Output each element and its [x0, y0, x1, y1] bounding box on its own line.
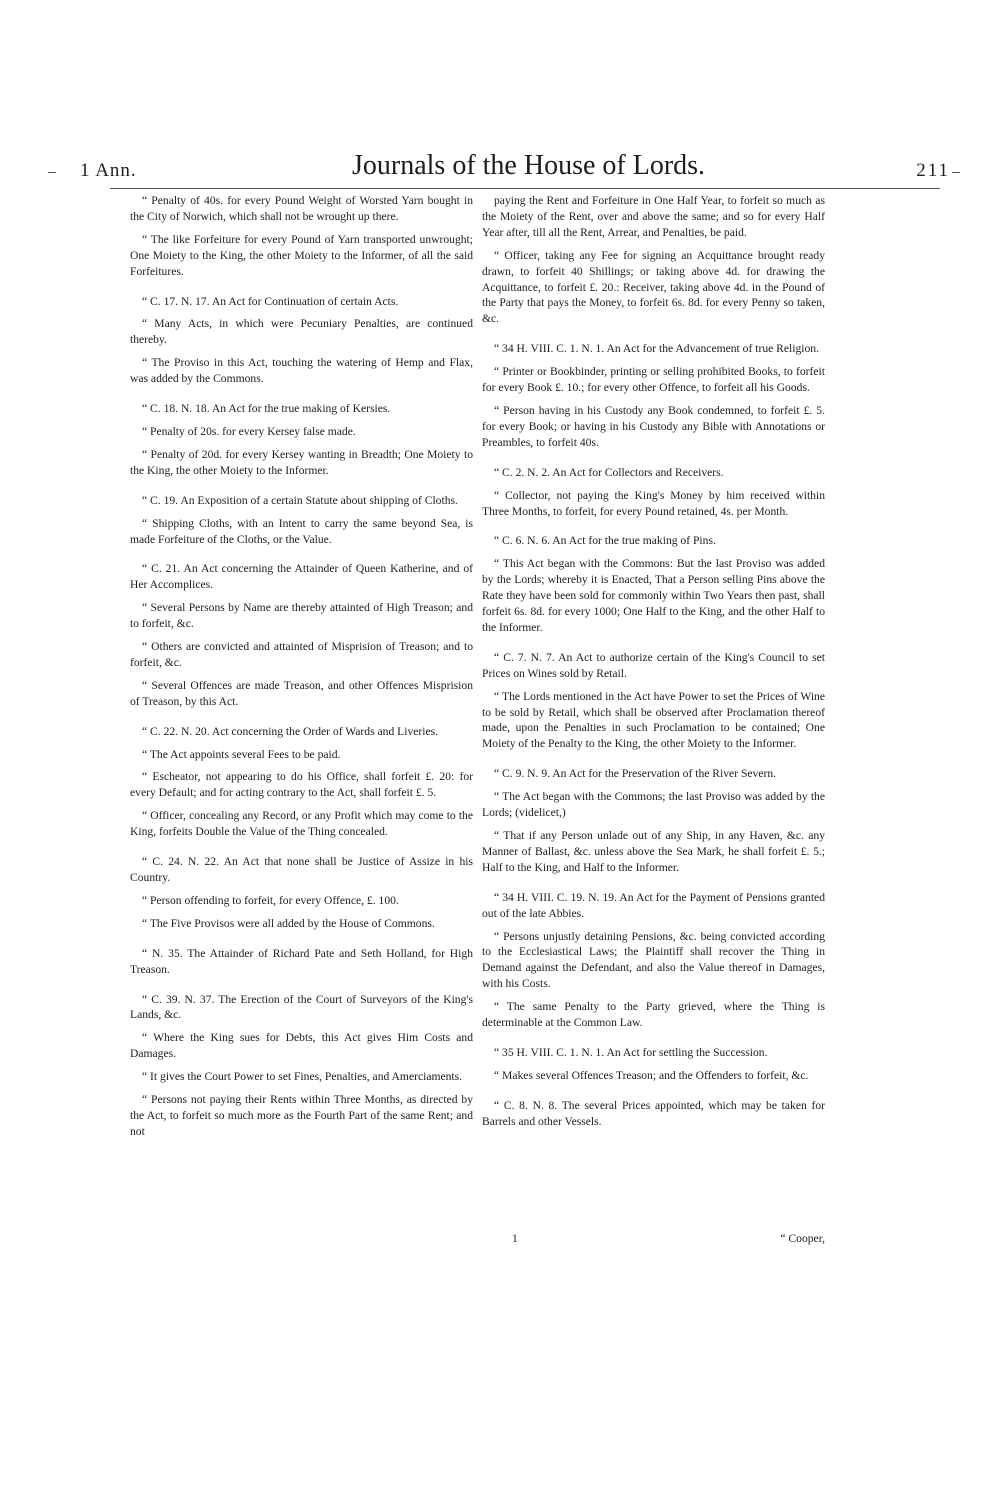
paragraph: “ Collector, not paying the King's Money by him received within Three Months, to forfeit, for every Pound retained, 4s. per Month.: [482, 488, 825, 518]
paragraph: “ That if any Person unlade out of any Ship, in any Haven, &c. any Manner of Ballast, &c. unless above the Sea Mark, he shall forfeit £. 5.; Half to the King, and Half to the Informer.: [482, 829, 825, 874]
paragraph: “ 34 H. VIII. C. 1. N. 1. An Act for the Advancement of true Religion.: [494, 342, 819, 356]
paragraph: “ C. 7. N. 7. An Act to authorize certain of the King's Council to set Prices on Wines sold by Retail.: [482, 650, 825, 680]
paragraph: “ N. 35. The Attainder of Richard Pate and Seth Holland, for High Treason.: [130, 946, 473, 976]
regnal-year: 1 Ann.: [80, 160, 137, 181]
paragraph: “ The Proviso in this Act, touching the watering of Hemp and Flax, was added by the Commons.: [130, 356, 473, 386]
paragraph: “ C. 2. N. 2. An Act for Collectors and Receivers.: [494, 465, 724, 479]
paragraph: “ Many Acts, in which were Pecuniary Penalties, are continued thereby.: [130, 317, 473, 347]
paragraph: “ Persons not paying their Rents within Three Months, as directed by the Act, to forfeit so much more as the Fourth Part of the same Rent; and not: [130, 1093, 473, 1138]
paragraph: “ Person having in his Custody any Book condemned, to forfeit £. 5. for every Book; or having in his Custody any Bible with Annotations or Preambles, to forfeit 40s.: [482, 403, 825, 449]
right-column: [482, 193, 825, 1137]
paragraph: “ C. 19. An Exposition of a certain Statute about shipping of Cloths.: [142, 493, 458, 507]
paragraph: “ It gives the Court Power to set Fines, Penalties, and Amerciaments.: [142, 1070, 463, 1084]
paragraph: “ Persons unjustly detaining Pensions, &c. being convicted according to the Ecclesiastical Laws; the Plaintiff shall recover the Thing in Demand against the Defendant, and also the Value thereof in Damages, with his Costs.: [482, 929, 825, 991]
left-column: [130, 193, 473, 1147]
paragraph: “ Officer, taking any Fee for signing an Acquittance brought ready drawn, to forfeit 40 Shillings; or taking above 4d. for drawing the Acquittance, to forfeit £. 20.: Receiver, taking above 4d. in the Pound of the Party that pays the Money, to forfeit 6s. 8d. for every Penny so taken, &c.: [482, 248, 825, 326]
paragraph: “ C. 18. N. 18. An Act for the true making of Kersies.: [142, 402, 391, 416]
margin-mark: [952, 172, 960, 173]
catchword: “ Cooper,: [780, 1232, 825, 1245]
signature-mark: 1: [512, 1232, 518, 1245]
page-title: Journals of the House of Lords.: [352, 150, 706, 181]
paragraph: “ Officer, concealing any Record, or any Profit which may come to the King, forfeits Double the Value of the Thing concealed.: [130, 809, 473, 839]
paragraph: paying the Rent and Forfeiture in One Half Year, to forfeit so much as the Moiety of the Rent, over and above the same; and so for every Half Year after, till all the Rent, Arrear, and Penalties, be paid.: [482, 194, 825, 239]
running-header: [40, 150, 950, 190]
paragraph: “ Printer or Bookbinder, printing or selling prohibited Books, to forfeit for every Book £. 10.; for every other Offence, to forfeit all his Goods.: [482, 365, 825, 395]
paragraph: “ Penalty of 40s. for every Pound Weight of Worsted Yarn bought in the City of Norwich, which shall not be wrought up there.: [130, 194, 473, 223]
paragraph: “ C. 22. N. 20. Act concerning the Order of Wards and Liveries.: [142, 724, 439, 738]
page-number: 211: [916, 160, 950, 181]
paragraph: “ C. 9. N. 9. An Act for the Preservation of the River Severn.: [494, 767, 777, 781]
paragraph: “ 34 H. VIII. C. 19. N. 19. An Act for the Payment of Pensions granted out of the late Abbies.: [482, 890, 825, 920]
paragraph: “ The Five Provisos were all added by the House of Commons.: [142, 916, 435, 930]
paragraph: “ C. 17. N. 17. An Act for Continuation of certain Acts.: [142, 294, 399, 308]
paragraph: “ C. 39. N. 37. The Erection of the Court of Surveyors of the King's Lands, &c.: [130, 992, 473, 1022]
paragraph: “ Where the King sues for Debts, this Act gives Him Costs and Damages.: [130, 1031, 473, 1061]
paragraph: “ Others are convicted and attainted of Misprision of Treason; and to forfeit, &c.: [130, 640, 473, 669]
paragraph: “ The same Penalty to the Party grieved, where the Thing is determinable at the Common Law.: [482, 1000, 825, 1030]
paragraph: “ Several Offences are made Treason, and other Offences Misprision of Treason, by this Act.: [130, 678, 473, 708]
paragraph: “ 35 H. VIII. C. 1. N. 1. An Act for settling the Succession.: [494, 1045, 768, 1059]
paragraph: “ The Act began with the Commons; the last Proviso was added by the Lords; (videlicet,): [482, 790, 825, 820]
paragraph: “ This Act began with the Commons: But the last Proviso was added by the Lords; whereby it is Enacted, That a Person selling Pins above the Rate they have been sold for commonly within Two Years then past, shall forfeit 6s. 8d. for every 1000; One Half to the King, and the other Half to the Informer.: [482, 557, 825, 634]
paragraph: “ Penalty of 20d. for every Kersey wanting in Breadth; One Moiety to the King, the other Moiety to the Informer.: [130, 447, 473, 477]
paragraph: “ C. 6. N. 6. An Act for the true making of Pins.: [494, 534, 716, 548]
paragraph: “ Several Persons by Name are thereby attainted of High Treason; and to forfeit, &c.: [130, 601, 473, 631]
paragraph: “ The like Forfeiture for every Pound of Yarn transported unwrought; One Moiety to the King, the other Moiety to the Informer, of all the said Forfeitures.: [130, 232, 473, 278]
header-rule: [110, 188, 940, 189]
paragraph: “ The Act appoints several Fees to be paid.: [142, 747, 341, 761]
paragraph: “ C. 24. N. 22. An Act that none shall be Justice of Assize in his Country.: [130, 855, 473, 884]
paragraph: “ The Lords mentioned in the Act have Power to set the Prices of Wine to be sold by Retail, which shall be observed after Proclamation thereof made, upon the Penalties in such Proclamation to be contained; One Moiety of the Penalty to the King, the other Moiety to the Informer.: [482, 689, 825, 751]
paragraph: “ Penalty of 20s. for every Kersey false made.: [142, 424, 356, 438]
paragraph: “ C. 8. N. 8. The several Prices appointed, which may be taken for Barrels and other Vessels.: [482, 1098, 825, 1128]
paragraph: “ C. 21. An Act concerning the Attainder of Queen Katherine, and of Her Accomplices.: [130, 562, 473, 592]
paragraph: “ Person offending to forfeit, for every Offence, £. 100.: [142, 893, 399, 907]
paragraph: “ Makes several Offences Treason; and the Offenders to forfeit, &c.: [494, 1068, 809, 1082]
page-footer: [482, 1232, 825, 1250]
paragraph: “ Shipping Cloths, with an Intent to carry the same beyond Sea, is made Forfeiture of the Cloths, or the Value.: [130, 516, 473, 546]
paragraph: “ Escheator, not appearing to do his Office, shall forfeit £. 20: for every Default; and for acting contrary to the Act, shall forfeit £. 5.: [130, 770, 473, 800]
